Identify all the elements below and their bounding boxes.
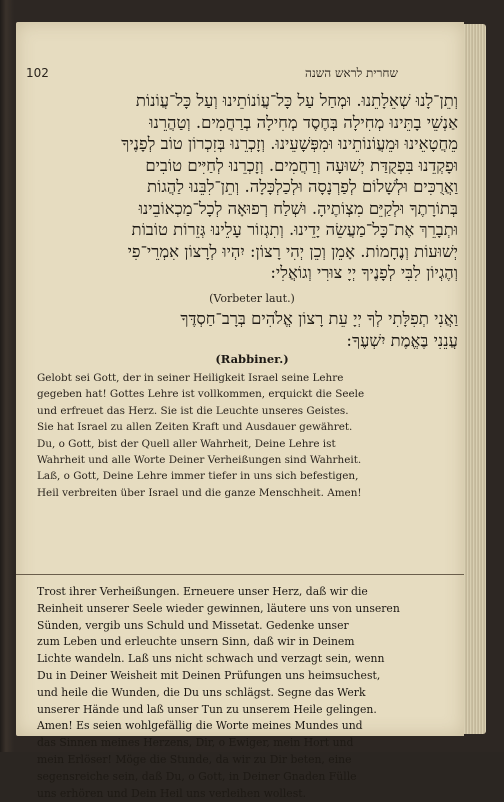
- german-line: mein Erlöser! Möge die Stunde, da wir zu Dir beten, eine: [37, 752, 352, 766]
- german-line: Du, o Gott, bist der Quell aller Wahrheit, Deine Lehre ist: [37, 437, 336, 450]
- hebrew-prayer-block-1: [34, 90, 458, 284]
- german-line: Lichte wandeln. Laß uns nicht schwach und verzagt sein, wenn: [37, 652, 385, 666]
- german-line: Sünden, vergib uns Schuld und Missetat. Gedenke unser: [37, 618, 349, 632]
- german-line: unserer Hände und laß unser Tun zu unserem Heile gelingen.: [37, 702, 377, 716]
- german-line: Laß, o Gott, Deine Lehre immer tiefer in uns sich befestigen,: [37, 470, 359, 483]
- hebrew-line: וּפָקְדֵנוּ בִּפְקֻדַּת יְשׁוּעָה וְרַחֲמִים. וְזָכְרֵנוּ לְחַיִּים טוֹבִים: [145, 155, 458, 175]
- german-line: Gelobt sei Gott, der in seiner Heiligkeit Israel seine Lehre: [37, 372, 344, 384]
- german-line: zum Leben und erleuchte unsern Sinn, daß wir in Deinem: [37, 635, 355, 649]
- german-translation-text: [37, 584, 457, 802]
- german-line: das Sinnen meines Herzens, Dir, o Ewiger, mein Hort und: [37, 736, 354, 750]
- german-line: und heile die Wunden, die Du uns schlägst. Segne das Werk: [37, 685, 366, 699]
- german-line: Wahrheit und alle Worte Deiner Verheißungen sind Wahrheit.: [37, 454, 362, 467]
- german-rabbi-text: [37, 370, 455, 501]
- german-line: Heil verbreiten über Israel und die ganze Menschheit. Amen!: [37, 486, 362, 499]
- hebrew-line: וּתְבָרֵךְ אֶת־כָּל־מַעֲשֵׂה יָדֵינוּ. וְתִגְזוֹר עָלֵינוּ גְּזֵרוֹת טוֹבוֹת: [131, 220, 458, 239]
- page-edge: [464, 24, 486, 734]
- german-line: uns erhören und Dein Heil uns verleihen wollest.: [37, 786, 307, 800]
- rabbi-heading: (Rabbiner.): [215, 352, 289, 366]
- hebrew-line: וְהֶגְיוֹן לִבִּי לְפָנֶיךָ יְיָ צוּרִי וְגוֹאֲלִי:: [270, 263, 458, 282]
- hebrew-line: מֵחֲטָאֵינוּ וּמֵעֲוֹנוֹתֵינוּ וּמִפְּשָׁעֵינוּ. וְזָכְרֵנוּ בְּזִכְרוֹן טוֹב לְפָנֶיךָ: [121, 134, 458, 153]
- german-line: Du in Deiner Weisheit mit Deinen Prüfungen uns heimsuchest,: [37, 668, 381, 682]
- hebrew-line: וַאֲנִי תְפִלָּתִי לְךָ יְיָ עֵת רָצוֹן אֱלֹהִים בְּרָב־חַסְדֶּךָ: [180, 309, 458, 328]
- hebrew-line: וַאֲרֻכִּים וּלְשָׁלוֹם לְפַרְנָסָה וּלְכַלְכָּלָה. וְתֵן־לִבֵּנוּ לַהֲגוֹת: [147, 177, 458, 196]
- german-line: Trost ihrer Verheißungen. Erneuere unser Herz, daß wir die: [37, 585, 368, 598]
- hebrew-line: וְתֵן־לָנוּ שְׁאֵלָתֵנוּ. וּמְחַל עַל כָּל־עֲוֹנוֹתֵינוּ וְעַל כָּל־עֲוֹנוֹת: [135, 91, 458, 110]
- page-header: [26, 66, 398, 84]
- german-line: gegeben hat! Gottes Lehre ist vollkommen, erquickt die Seele: [37, 388, 365, 401]
- hebrew-line: בְּתוֹרָתֶךָ וּלְקַיֵּם מִצְוֹתֶיהָ. וּשְׁלַח רְפוּאָה לְכָל־מַכְאוֹבֵינוּ: [138, 198, 458, 218]
- hebrew-line: עֲנֵנִי בֶּאֱמֶת יִשְׁעֶךָ:: [346, 330, 458, 350]
- hebrew-line: אַנְשֵׁי בָתֵּינוּ מְחִילָה בְּחֶסֶד מְחִילָה בְרַחֲמִים. וְטַהֲרֵנוּ: [149, 112, 458, 132]
- section-divider: [16, 574, 464, 575]
- hebrew-prayer-block-2: [34, 308, 458, 351]
- german-line: Amen! Es seien wohlgefällig die Worte meines Mundes und: [37, 719, 363, 733]
- rubric-vorbeter: (Vorbeter laut.): [209, 292, 295, 305]
- running-head: שחרית לראש השנה: [305, 66, 398, 80]
- page-number: 102: [26, 66, 49, 80]
- hebrew-line: יְשׁוּעוֹת וְנֶחָמוֹת. אָמֵן וְכֵן יְהִי רָצוֹן: יִהְיוּ לְרָצוֹן אִמְרֵי־פִי: [127, 241, 458, 261]
- german-line: und erfreuet das Herz. Sie ist die Leuchte unseres Geistes.: [37, 404, 349, 417]
- german-line: Sie hat Israel zu allen Zeiten Kraft und Ausdauer gewähret.: [37, 421, 353, 434]
- german-line: Reinheit unserer Seele wieder gewinnen, läutere uns von unseren: [37, 601, 400, 615]
- german-line: segensreiche sein, daß Du, o Gott, in Deiner Gnaden Fülle: [37, 769, 357, 783]
